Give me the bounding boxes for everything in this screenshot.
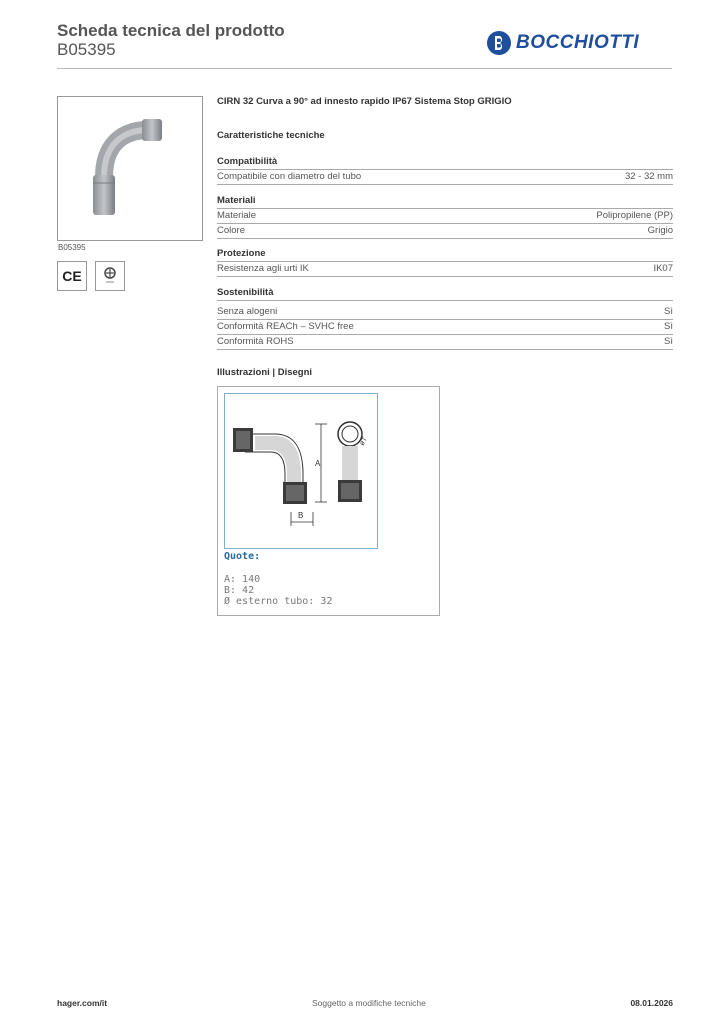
spec-value: Sì — [664, 336, 673, 347]
diameter-label: øT — [358, 436, 370, 447]
product-image-caption: B05395 — [58, 243, 86, 252]
spec-label: Resistenza agli urti IK — [217, 263, 309, 274]
spec-label: Materiale — [217, 210, 257, 221]
illustration-panel — [217, 386, 440, 616]
section-title: Sostenibilità — [217, 286, 673, 301]
section-compatibility — [217, 155, 673, 185]
product-image — [57, 96, 203, 241]
section-title: Materiali — [217, 194, 673, 209]
spec-label: Conformità REACh – SVHC free — [217, 321, 354, 332]
spec-value: Polipropilene (PP) — [596, 210, 673, 221]
spec-value: Sì — [664, 306, 673, 317]
technical-drawing — [224, 393, 378, 549]
spec-value: Grigio — [647, 225, 673, 236]
quote-diameter: Ø esterno tubo: 32 — [224, 596, 333, 607]
spec-row — [217, 305, 673, 320]
spec-label: Conformità ROHS — [217, 336, 294, 347]
product-name: CIRN 32 Curva a 90° ad innesto rapido IP67 Sistema Stop GRIGIO — [217, 96, 512, 107]
section-title: Compatibilità — [217, 155, 673, 170]
spec-value: IK07 — [653, 263, 673, 274]
spec-label: Senza alogeni — [217, 306, 278, 317]
footer-disclaimer: Soggetto a modifiche tecniche — [312, 998, 426, 1008]
dimension-a-label: A — [315, 459, 321, 468]
dimension-b-label: B — [298, 511, 304, 520]
section-sustainability — [217, 286, 673, 350]
product-code: B05395 — [57, 40, 116, 59]
bocchiotti-logo — [486, 28, 671, 58]
tech-section-title: Caratteristiche tecniche — [217, 130, 325, 141]
spec-row — [217, 209, 673, 224]
quote-a: A: 140 — [224, 574, 261, 585]
section-title: Protezione — [217, 247, 673, 262]
spec-label: Compatibile con diametro del tubo — [217, 171, 362, 182]
spec-value: 32 - 32 mm — [624, 171, 673, 182]
quote-title: Quote: — [224, 551, 261, 562]
page-title: Scheda tecnica del prodotto — [57, 21, 285, 40]
spec-row — [217, 224, 673, 239]
section-protection — [217, 247, 673, 277]
spec-row — [217, 335, 673, 350]
spec-value: Sì — [664, 321, 673, 332]
footer-date: 08.01.2026 — [630, 998, 673, 1008]
section-materials — [217, 194, 673, 239]
spec-row — [217, 320, 673, 335]
spec-label: Colore — [217, 225, 245, 236]
imq-mark-icon — [95, 261, 125, 291]
header-divider — [57, 68, 672, 69]
logo-text: BOCCHIOTTI — [516, 32, 640, 53]
spec-row — [217, 170, 673, 185]
footer-website: hager.com/it — [57, 998, 108, 1008]
illustrations-title: Illustrazioni | Disegni — [217, 367, 313, 378]
logo-mark-icon — [486, 30, 512, 56]
spec-row — [217, 262, 673, 277]
elbow-bend-photo — [58, 97, 202, 240]
ce-mark-icon: CE — [57, 261, 87, 291]
quote-b: B: 42 — [224, 585, 255, 596]
